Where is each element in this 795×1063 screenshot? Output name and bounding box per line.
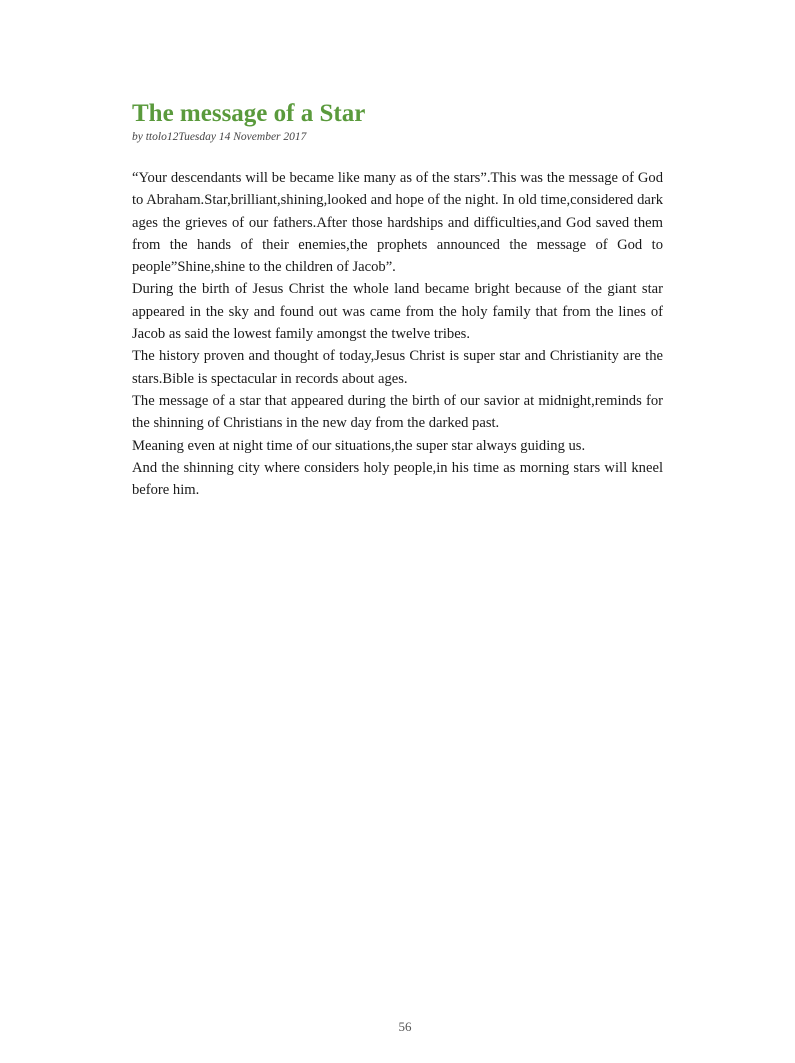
article-body <box>132 167 663 501</box>
article-paragraph: “Your descendants will be became like many as of the stars”.This was the message of God to Abraham.Star,brilliant,shining,looked and hope of the night. In old time,considered dark ages the grieves of our fathers.After those hardships and difficulties,and God saved them from the hands of their enemies,the prophets announced the message of God to people”Shine,shine to the children of Jacob”. <box>132 170 663 276</box>
article-paragraph: And the shinning city where considers holy people,in his time as morning stars will kneel before him. <box>132 459 663 499</box>
article-paragraph: The history proven and thought of today,Jesus Christ is super star and Christianity are the stars.Bible is spectacular in records about ages. <box>132 348 663 387</box>
article-title: The message of a Star <box>132 100 366 127</box>
article-paragraph: The message of a star that appeared during the birth of our savior at midnight,reminds for the shinning of Christians in the new day from the darked past. <box>132 392 663 432</box>
article-byline: by ttolo12Tuesday 14 November 2017 <box>132 131 307 143</box>
page-number: 56 <box>398 1019 412 1034</box>
article-paragraph: Meaning even at night time of our situations,the super star always guiding us. <box>132 437 586 454</box>
article-paragraph: During the birth of Jesus Christ the whole land became bright because of the giant star appeared in the sky and found out was came from the holy family that from the lines of Jacob as said the lowest family amongst the twelve tribes. <box>132 281 663 343</box>
